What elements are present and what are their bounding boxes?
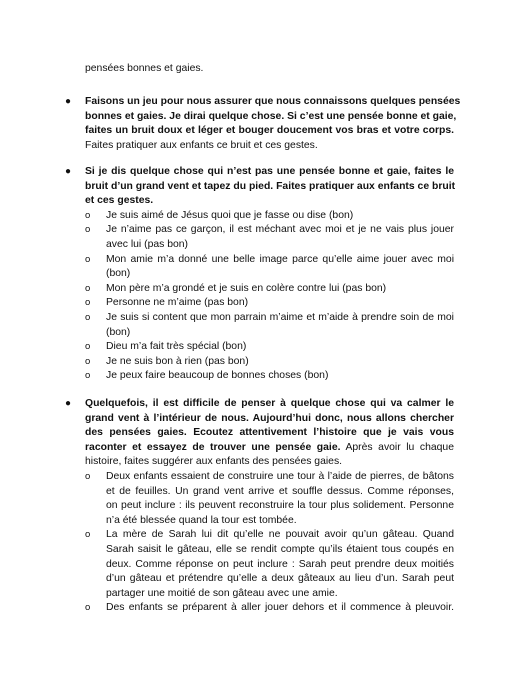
list-item-line: Je peux faire beaucoup de bonnes choses (bon) <box>106 370 329 382</box>
paragraph-line <box>85 426 454 441</box>
bullet-icon: ● <box>65 398 72 409</box>
text-run: Faisons un jeu pour nous assurer que nous connaissons quelques pensées <box>85 96 461 107</box>
list-item-line: Je n’aime pas ce garçon, il est méchant avec moi et je ne vais plus jouer <box>106 224 454 236</box>
circle-bullet-icon: o <box>85 355 91 367</box>
paragraph-text <box>85 397 454 470</box>
circle-bullet-icon: o <box>85 282 91 294</box>
text-run: bruit d’un grand vent et tapez du pied. Faites pratiquer aux enfants ce bruit <box>85 180 456 192</box>
list-item <box>85 282 454 297</box>
text-run: Si je dis quelque chose qui n’est pas une pensée bonne et gaie, faites le <box>85 166 454 177</box>
list-item <box>85 601 454 616</box>
circle-bullet-icon: o <box>85 529 91 541</box>
list-item-line: Je suis si content que mon parrain m’aime et m’aide à prendre soin de moi <box>106 311 454 323</box>
paragraph-text <box>85 165 454 209</box>
text-run: grand vent à l’intérieur de nous. Aujourd’hui donc, nous allons chercher <box>85 412 454 424</box>
text-run: Quelquefois, il est difficile de penser à quelque chose qui va calmer le <box>85 398 454 409</box>
paragraph-line <box>85 194 454 209</box>
list-item <box>85 209 454 224</box>
bullet-icon: ● <box>65 166 72 177</box>
circle-bullet-icon: o <box>85 253 91 265</box>
paragraph-line <box>85 412 454 427</box>
circle-bullet-icon: o <box>85 370 91 382</box>
list-item-line: Je suis aimé de Jésus quoi que je fasse ou dise (bon) <box>106 209 354 221</box>
paragraph-line <box>85 441 454 456</box>
paragraph-line <box>85 124 454 139</box>
list-item <box>85 340 454 355</box>
list-item-line: Des enfants se préparent à aller jouer dehors et il commence à pleuvoir. <box>106 602 454 614</box>
paragraph-happy-thoughts <box>65 397 454 616</box>
text-run: bonnes et gaies. Je dirai quelque chose. Si c’est une pensée bonne et gaie, <box>85 110 457 122</box>
list-item-line: avec lui (pas bon) <box>106 238 189 250</box>
story-list <box>85 470 454 616</box>
text-run: Après avoir lu chaque <box>340 441 454 453</box>
list-item <box>85 223 454 252</box>
example-list <box>85 209 454 384</box>
text-run: raconter et essayez de trouver une pensée gaie. <box>85 441 341 453</box>
circle-bullet-icon: o <box>85 224 91 236</box>
list-item-line: Mon père m’a grondé et je suis en colère contre lui (pas bon) <box>106 282 387 294</box>
circle-bullet-icon: o <box>85 602 91 614</box>
paragraph-line <box>85 139 454 154</box>
list-item <box>85 528 454 601</box>
list-item <box>85 253 454 282</box>
circle-bullet-icon: o <box>85 209 91 221</box>
list-item-line: Mon amie m’a donné une belle image parce qu’elle aime jouer avec moi <box>106 253 454 265</box>
list-item-line: Je ne suis bon à rien (pas bon) <box>106 355 249 367</box>
list-item-line: Deux enfants essaient de construire une tour à l’aide de pierres, de bâtons <box>106 470 454 482</box>
circle-bullet-icon: o <box>85 341 91 353</box>
paragraph-line <box>85 180 454 195</box>
paragraph-line <box>85 397 454 412</box>
list-item-line: partager une moitié de son gâteau avec une amie. <box>106 587 338 599</box>
paragraph-line <box>85 110 457 125</box>
text-run: histoire, faites suggérer aux enfants des pensées gaies. <box>85 456 343 468</box>
paragraph-line <box>85 165 454 180</box>
circle-bullet-icon: o <box>85 470 91 482</box>
list-item-line: on peut inclure : ils peuvent reconstruire la tour plus solidement. Personne <box>106 500 454 512</box>
list-item-line: La mère de Sarah lui dit qu’elle ne pouvait avoir qu’un gâteau. Quand <box>106 529 454 541</box>
list-item <box>85 296 454 311</box>
list-item <box>85 311 454 340</box>
text-run: des pensées gaies. Ecoutez attentivement l’histoire que je vais vous <box>85 427 454 439</box>
text-run: faites un bruit doux et léger et bouger doucement vos bras et votre corps. <box>85 125 454 137</box>
list-item-line: et de feuilles. Un grand vent arrive et souffle dessus. Comme réponses, <box>106 485 454 497</box>
list-item-line: deux. Comme réponse on peut inclure : Sarah peut prendre deux moitiés <box>106 558 454 570</box>
paragraph-line <box>85 455 454 470</box>
list-item <box>85 470 454 528</box>
list-item-line: Personne ne m’aime (pas bon) <box>106 297 249 309</box>
list-item-line: (bon) <box>106 326 131 338</box>
paragraph-bad-thoughts <box>65 165 456 384</box>
list-item <box>85 355 454 370</box>
paragraph-sound-game <box>65 95 461 153</box>
list-item-line: (bon) <box>106 268 131 280</box>
text-run: et ces gestes. <box>85 195 154 207</box>
list-item-line: Dieu m’a fait très spécial (bon) <box>106 341 247 353</box>
intro-line: pensées bonnes et gaies. <box>85 63 204 74</box>
list-item-line: d’un gâteau et prétendre qu’elle a deux gâteaux au lieu d’un. Sarah peut <box>106 573 454 585</box>
paragraph-line <box>85 95 461 110</box>
circle-bullet-icon: o <box>85 311 91 323</box>
list-item-line: n’a été blessée quand la tour est tombée. <box>106 514 297 526</box>
paragraph-text <box>85 95 461 153</box>
list-item <box>85 369 454 384</box>
bullet-icon: ● <box>65 96 72 107</box>
circle-bullet-icon: o <box>85 297 91 309</box>
text-run: Faites pratiquer aux enfants ce bruit et ces gestes. <box>85 139 318 151</box>
list-item-line: Sarah saisit le gâteau, elle se rendit compte qu’ils étaient tous coupés en <box>106 543 454 555</box>
